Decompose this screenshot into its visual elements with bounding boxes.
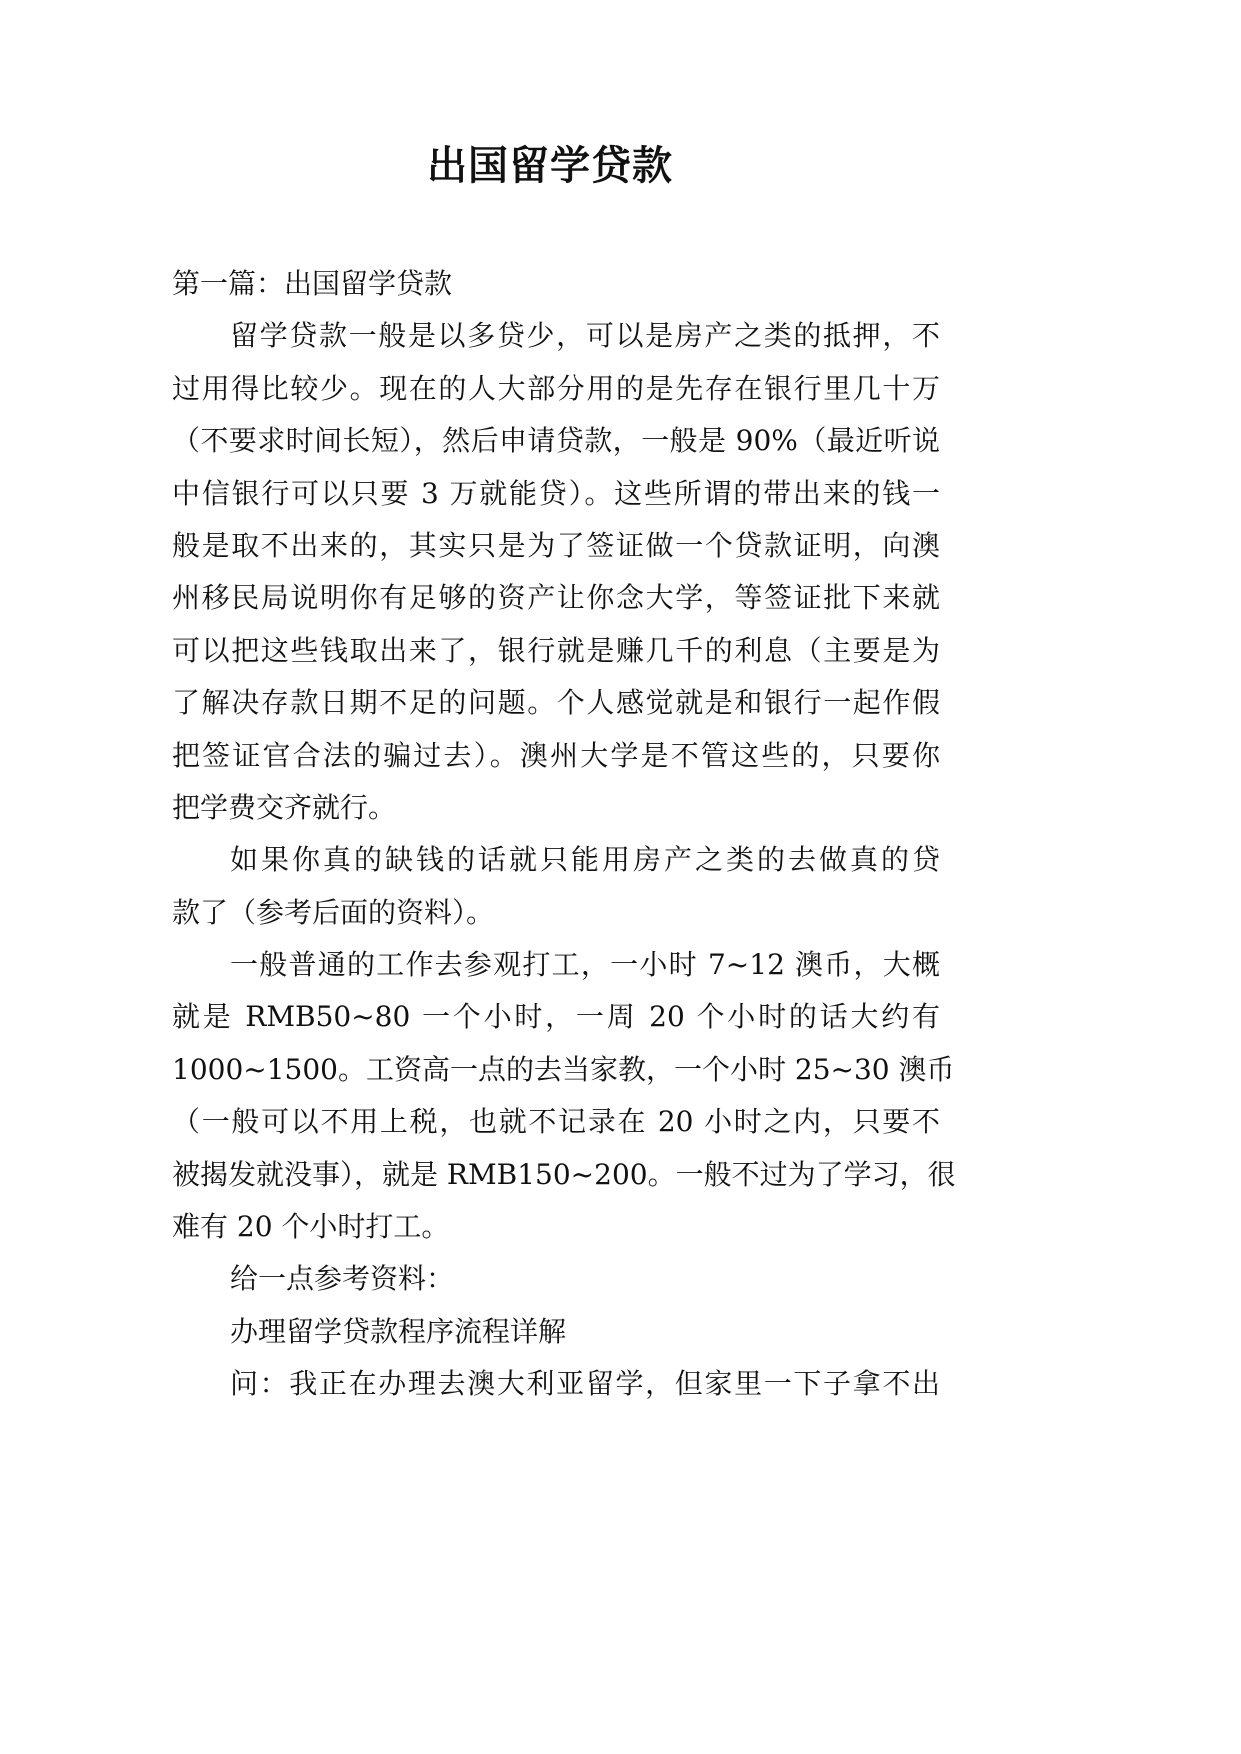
paragraph-line: （不要求时间长短），然后申请贷款，一般是 90%（最近听说 xyxy=(172,424,940,458)
document-title: 出国留学贷款 xyxy=(427,143,673,189)
subheading-line: 办理留学贷款程序流程详解 xyxy=(230,1314,567,1348)
paragraph-line: 被揭发就没事），就是 RMB150~200。一般不过为了学习，很 xyxy=(172,1157,956,1191)
paragraph-line: 过用得比较少。现在的人大部分用的是先存在银行里几十万 xyxy=(172,371,940,405)
paragraph-line: 可以把这些钱取出来了，银行就是赚几千的利息（主要是为 xyxy=(172,633,940,667)
paragraph-line: （一般可以不用上税，也就不记录在 20 小时之内，只要不 xyxy=(172,1105,940,1139)
paragraph-line: 1000~1500。工资高一点的去当家教，一个小时 25~30 澳币 xyxy=(172,1052,955,1086)
paragraph-line: 把签证官合法的骗过去）。澳州大学是不管这些的，只要你 xyxy=(172,738,940,772)
paragraph-line: 问：我正在办理去澳大利亚留学，但家里一下子拿不出 xyxy=(230,1367,940,1401)
paragraph-line: 给一点参考资料： xyxy=(230,1262,455,1296)
paragraph-line: 州移民局说明你有足够的资产让你念大学，等签证批下来就 xyxy=(172,581,940,615)
paragraph-line: 般是取不出来的，其实只是为了签证做一个贷款证明，向澳 xyxy=(172,528,940,562)
paragraph-line: 如果你真的缺钱的话就只能用房产之类的去做真的贷 xyxy=(230,843,940,877)
chapter-heading: 第一篇：出国留学贷款 xyxy=(172,267,453,300)
paragraph-line: 难有 20 个小时打工。 xyxy=(172,1210,450,1244)
paragraph-line: 了解决存款日期不足的问题。个人感觉就是和银行一起作假 xyxy=(172,686,940,720)
paragraph-line: 把学费交齐就行。 xyxy=(172,790,397,824)
document-body xyxy=(172,258,956,1411)
paragraph-line: 一般普通的工作去参观打工，一小时 7~12 澳币，大概 xyxy=(230,948,940,982)
paragraph-line: 中信银行可以只要 3 万就能贷）。这些所谓的带出来的钱一 xyxy=(172,476,940,510)
paragraph-line: 留学贷款一般是以多贷少，可以是房产之类的抵押，不 xyxy=(230,319,940,353)
paragraph-line: 款了（参考后面的资料）。 xyxy=(172,895,495,929)
paragraph-line: 就是 RMB50~80 一个小时，一周 20 个小时的话大约有 xyxy=(172,1000,940,1034)
